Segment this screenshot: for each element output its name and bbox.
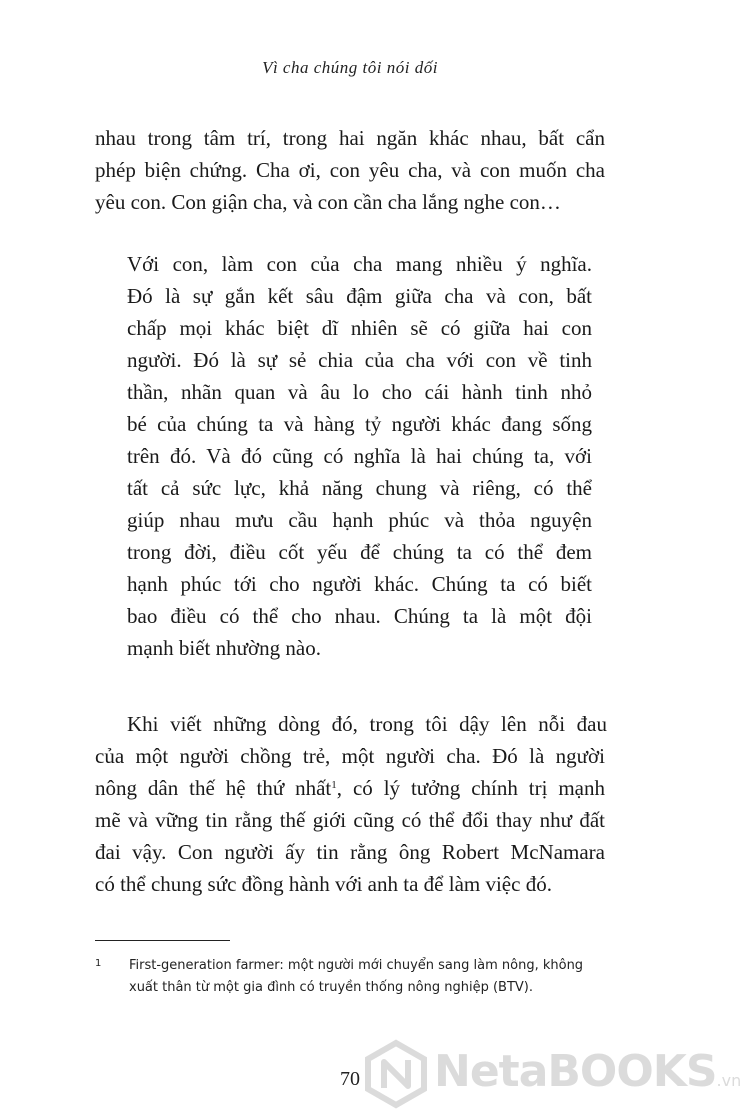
text-line bbox=[95, 772, 605, 804]
quote-line: Đó là sự gắn kết sâu đậm giữa cha và con, bất bbox=[127, 284, 592, 308]
text-line: Khi viết những dòng đó, trong tôi dậy lên nỗi đau bbox=[127, 712, 607, 736]
text-segment: nông dân thế hệ thứ nhất bbox=[95, 776, 332, 800]
footnote-reference[interactable]: 1 bbox=[331, 779, 337, 791]
quote-line: mạnh biết nhường nào. bbox=[127, 636, 321, 660]
watermark-brand: NetaBOOKS bbox=[434, 1046, 717, 1097]
running-header: Vì cha chúng tôi nói dối bbox=[262, 58, 438, 77]
quote-line: bé của chúng ta và hàng tỷ người khác đang sống bbox=[127, 412, 592, 436]
footnote-number: 1 bbox=[95, 958, 102, 969]
quote-line: trong đời, điều cốt yếu để chúng ta có thể đem bbox=[127, 540, 592, 564]
quote-line: tất cả sức lực, khả năng chung và riêng, có thể bbox=[127, 476, 592, 500]
watermark-suffix: .vn bbox=[716, 1071, 741, 1090]
quote-line: Với con, làm con của cha mang nhiều ý nghĩa. bbox=[127, 252, 592, 276]
paragraph-body bbox=[95, 740, 605, 900]
quote-line: bao điều có thể cho nhau. Chúng ta là một đội bbox=[127, 604, 592, 628]
text-line: của một người chồng trẻ, một người cha. Đó là người bbox=[95, 744, 605, 768]
quote-line: người. Đó là sự sẻ chia của cha với con về tinh bbox=[127, 348, 592, 372]
footnote-divider bbox=[95, 940, 230, 941]
watermark-text bbox=[434, 1046, 741, 1097]
quote-line: trên đó. Và đó cũng có nghĩa là hai chúng ta, với bbox=[127, 444, 592, 468]
watermark bbox=[362, 1040, 741, 1110]
footnote-text: First-generation farmer: một người mới chuyển sang làm nông, không xuất thân từ một gia đình có truyền thống nông nghiệp (BTV). bbox=[129, 958, 584, 995]
text-line: mẽ và vững tin rằng thế giới cũng có thể đổi thay như đất bbox=[95, 808, 605, 832]
quote-line: thần, nhãn quan và âu lo cho cái hành tinh nhỏ bbox=[127, 380, 592, 404]
netabooks-logo-icon bbox=[362, 1040, 430, 1108]
quote-line: giúp nhau mưu cầu hạnh phúc và thỏa nguyện bbox=[127, 508, 592, 532]
page-number: 70 bbox=[340, 1068, 360, 1090]
paragraph-first-line bbox=[127, 708, 607, 740]
text-line: yêu con. Con giận cha, và con cần cha lắng nghe con… bbox=[95, 190, 561, 214]
text-segment: , có lý tưởng chính trị mạnh bbox=[336, 776, 606, 800]
text-line: có thể chung sức đồng hành với anh ta để làm việc đó. bbox=[95, 872, 552, 896]
text-line: đai vậy. Con người ấy tin rằng ông Robert McNamara bbox=[95, 840, 605, 864]
quote-line: hạnh phúc tới cho người khác. Chúng ta có biết bbox=[127, 572, 592, 596]
text-line: phép biện chứng. Cha ơi, con yêu cha, và con muốn cha bbox=[95, 158, 605, 182]
block-quote bbox=[127, 248, 592, 664]
quote-line: chấp mọi khác biệt dĩ nhiên sẽ có giữa hai con bbox=[127, 316, 592, 340]
paragraph-continuation bbox=[95, 122, 605, 218]
text-line: nhau trong tâm trí, trong hai ngăn khác nhau, bất cẩn bbox=[95, 126, 605, 150]
